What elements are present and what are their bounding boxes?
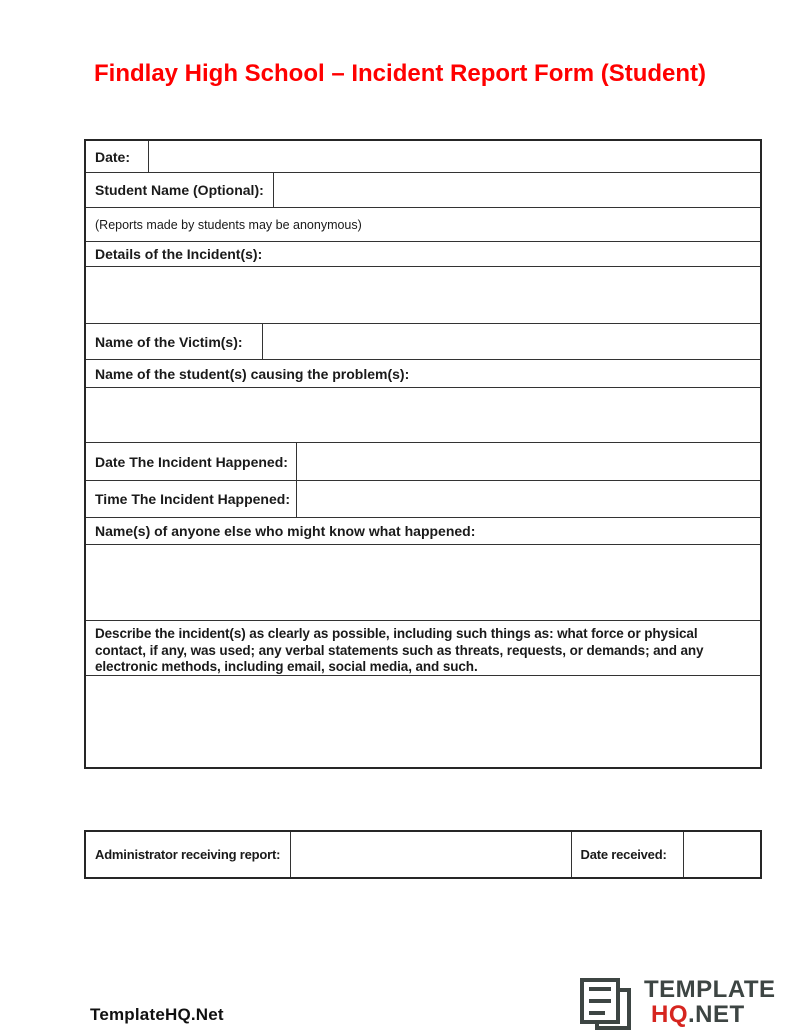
administrator-field[interactable] (291, 832, 572, 877)
students-causing-header-row (86, 360, 760, 388)
logo-wordmark (644, 977, 776, 1027)
time-happened-field[interactable] (297, 481, 760, 517)
logo-word-net: .NET (688, 1001, 745, 1028)
details-value-row (86, 267, 760, 324)
victim-label: Name of the Victim(s): (86, 324, 263, 359)
incident-report-form-table (84, 139, 762, 769)
date-happened-label: Date The Incident Happened: (86, 443, 297, 480)
templatehq-logo (578, 977, 776, 1033)
student-name-row (86, 173, 760, 208)
administrator-table (84, 830, 762, 879)
page-title: Findlay High School – Incident Report Form (Student) (94, 60, 706, 87)
witnesses-value-row (86, 545, 760, 621)
details-header-row (86, 242, 760, 267)
describe-value-row (86, 676, 760, 767)
date-label: Date: (86, 141, 149, 172)
victim-row (86, 324, 760, 360)
victim-field[interactable] (263, 324, 760, 359)
logo-word-hq: HQ (651, 1001, 688, 1028)
date-received-label: Date received: (572, 832, 684, 877)
logo-word-hqnet (644, 1002, 776, 1027)
students-causing-field[interactable] (86, 388, 760, 442)
describe-header: Describe the incident(s) as clearly as possible, including such things as: what force or physical contact, if any, was used; any verbal statements such as threats, requests, or demands; and any electronic methods, including email, social media, and such. (95, 626, 704, 674)
time-happened-label: Time The Incident Happened: (86, 481, 297, 517)
document-pages-icon (578, 977, 642, 1033)
date-happened-row (86, 443, 760, 481)
time-happened-row (86, 481, 760, 518)
student-name-label: Student Name (Optional): (86, 173, 274, 207)
date-happened-field[interactable] (297, 443, 760, 480)
date-field[interactable] (149, 141, 760, 172)
logo-word-template: TEMPLATE (644, 976, 776, 1003)
describe-header-row (86, 621, 760, 676)
student-name-field[interactable] (274, 173, 760, 207)
anonymous-note-row (86, 208, 760, 242)
date-received-field[interactable] (684, 832, 761, 877)
students-causing-value-row (86, 388, 760, 443)
date-row (86, 141, 760, 173)
witnesses-field[interactable] (86, 545, 760, 620)
anonymous-note: (Reports made by students may be anonymous) (95, 217, 362, 232)
footer-site-name: TemplateHQ.Net (90, 1005, 224, 1024)
administrator-label: Administrator receiving report: (86, 832, 291, 877)
witnesses-header-row (86, 518, 760, 545)
witnesses-header: Name(s) of anyone else who might know what happened: (95, 523, 476, 539)
describe-field[interactable] (86, 676, 760, 767)
details-header: Details of the Incident(s): (95, 246, 263, 262)
details-field[interactable] (86, 267, 760, 323)
students-causing-header: Name of the student(s) causing the problem(s): (95, 365, 410, 382)
